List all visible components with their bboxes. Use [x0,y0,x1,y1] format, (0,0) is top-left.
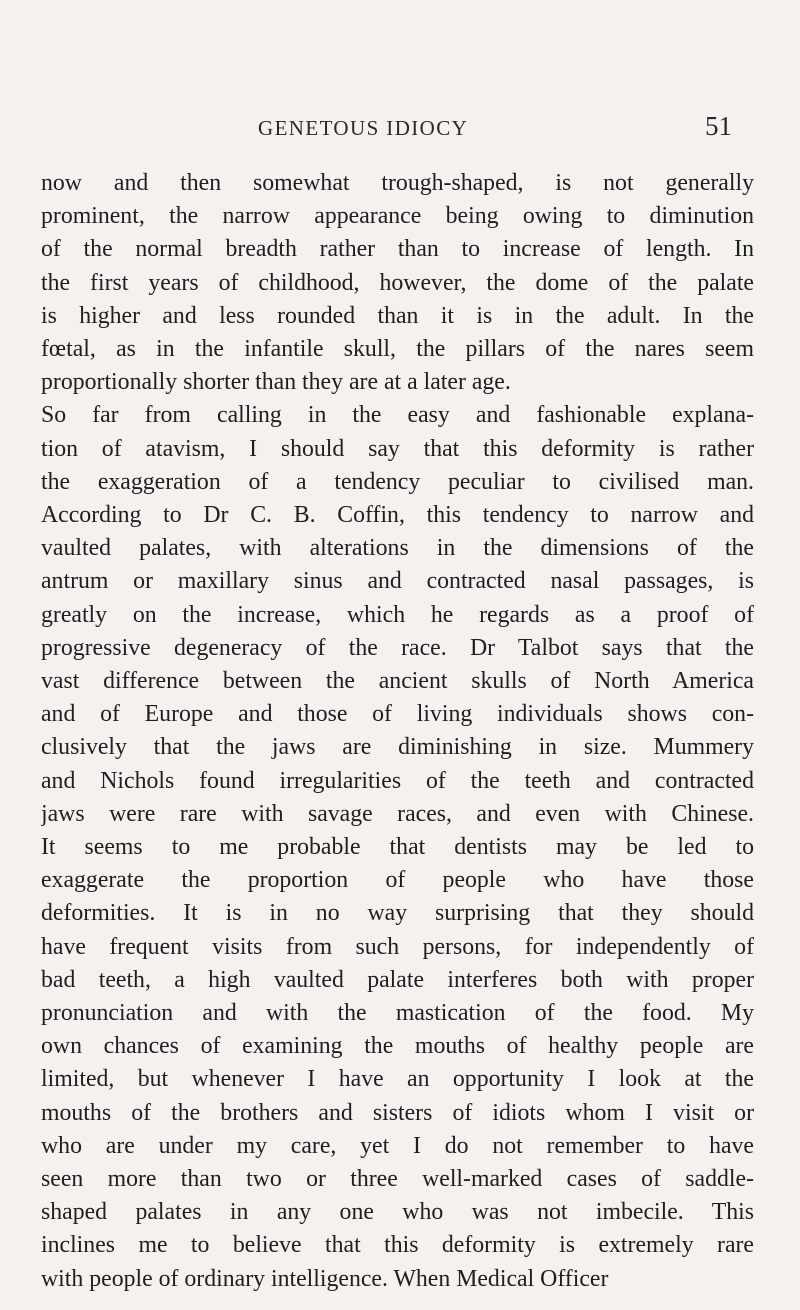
text-line: the exaggeration of a tendency peculiar to civilised man. [41,468,754,495]
text-line: exaggerate the proportion of people who have those [41,867,754,894]
text-line: antrum or maxillary sinus and contracted nasal passages, is [41,568,754,595]
text-line: have frequent visits from such persons, for independently of [41,933,754,960]
text-line: the first years of childhood, however, the dome of the palate [41,269,754,296]
text-line: vaulted palates, with alterations in the dimensions of the [41,535,754,562]
running-head [0,110,800,150]
text-line: greatly on the increase, which he regards as a proof of [41,601,754,628]
text-line: seen more than two or three well-marked cases of saddle- [41,1166,754,1192]
text-line: is higher and less rounded than it is in the adult. In the [41,302,754,329]
text-line: deformities. It is in no way surprising that they should [41,900,754,927]
text-line: limited, but whenever I have an opportunity I look at the [41,1066,754,1093]
text-line: So far from calling in the easy and fashionable explana- [41,402,754,429]
text-line: It seems to me probable that dentists may be led to [41,834,754,860]
text-line: of the normal breadth rather than to increase of length. In [41,236,754,263]
text-line: mouths of the brothers and sisters of idiots whom I visit or [41,1099,754,1126]
text-line: and Nichols found irregularities of the teeth and contracted [41,767,754,794]
text-line: shaped palates in any one who was not imbecile. This [41,1199,754,1226]
running-title: GENETOUS IDIOCY [258,116,469,140]
text-line: progressive degeneracy of the race. Dr Talbot says that the [41,634,754,661]
text-line: now and then somewhat trough-shaped, is not generally [41,170,754,196]
text-line: clusively that the jaws are diminishing in size. Mummery [41,734,754,761]
text-line: inclines me to believe that this deformity is extremely rare [41,1232,754,1259]
text-line: vast difference between the ancient skulls of North America [41,668,754,694]
text-line: prominent, the narrow appearance being owing to diminution [41,203,754,230]
text-line: own chances of examining the mouths of healthy people are [41,1033,754,1060]
text-line: tion of atavism, I should say that this deformity is rather [41,435,754,462]
text-line: According to Dr C. B. Coffin, this tendency to narrow and [41,502,754,528]
text-line: who are under my care, yet I do not remember to have [41,1132,754,1159]
text-line: with people of ordinary intelligence. When Medical Officer [41,1265,609,1292]
body-text [41,166,761,1296]
text-line: jaws were rare with savage races, and even with Chinese. [41,800,754,827]
text-line: and of Europe and those of living individuals shows con- [41,701,754,728]
text-line: proportionally shorter than they are at a later age. [41,369,511,396]
text-line: bad teeth, a high vaulted palate interferes both with proper [41,966,754,993]
text-line: pronunciation and with the mastication of the food. My [41,1000,754,1026]
text-line: fœtal, as in the infantile skull, the pillars of the nares seem [41,336,754,362]
page-number: 51 [705,111,732,141]
